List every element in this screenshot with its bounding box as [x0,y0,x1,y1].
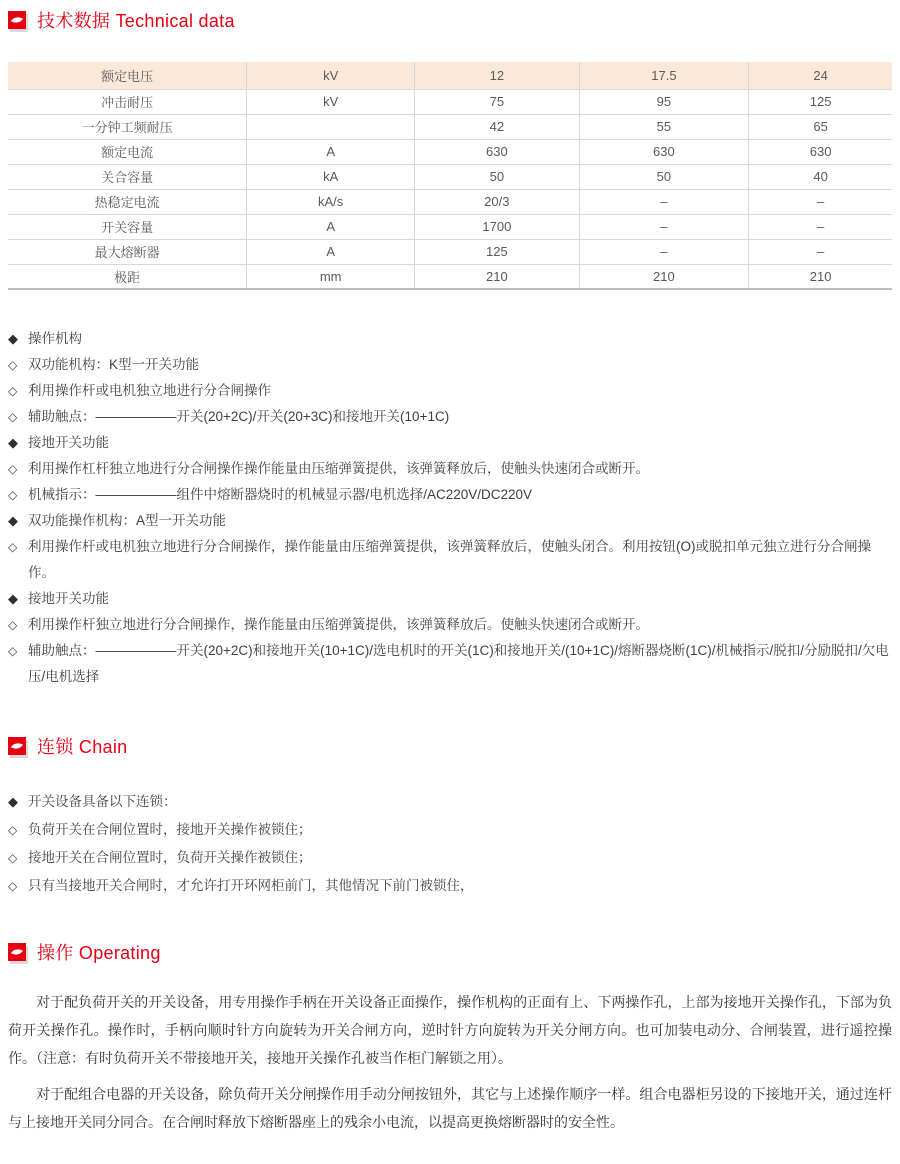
table-row [8,164,892,189]
bullet-item [8,816,892,844]
brand-swirl-icon [8,11,26,29]
bullet-item [8,508,892,534]
table-row [8,89,892,114]
bullet-item [8,534,892,586]
hollow-diamond-marker: ◇ [8,540,18,554]
bullet-item [8,844,892,872]
table-cell: 冲击耐压 [8,89,247,114]
bullet-item [8,638,892,690]
hollow-diamond-marker: ◇ [8,384,18,398]
hollow-diamond-marker: ◇ [8,410,18,424]
table-cell: kV [247,62,415,89]
table-cell: 额定电流 [8,139,247,164]
operating-paragraph: 对于配负荷开关的开关设备，用专用操作手柄在开关设备正面操作，操作机构的正面有上、下两操作孔，上部为接地开关操作孔，下部为负荷开关操作孔。操作时，手柄向顺时针方向旋转为开关合闸方向，逆时针方向旋转为开关分闸方向。也可加装电动分、合闸装置，进行遥控操作。（注意：有时负荷开关不带接地开关，接地开关操作孔被当作柜门解锁之用）。 [8,994,892,1066]
bullet-text: 接地开关功能 [28,591,109,606]
chain-interlock-bullet-list [8,788,892,900]
bullet-item [8,456,892,482]
table-cell: – [579,214,749,239]
bullet-item [8,586,892,612]
bullet-item [8,404,892,430]
table-row [8,114,892,139]
table-cell: – [749,239,892,264]
section-header-operating [8,940,892,964]
hollow-diamond-marker: ◇ [8,488,18,502]
table-cell [247,114,415,139]
table-cell: 630 [749,139,892,164]
table-header-row [8,62,892,89]
table-cell: A [247,239,415,264]
bullet-text: 利用操作杆独立地进行分合闸操作，操作能量由压缩弹簧提供，该弹簧释放后。使触头快速闭合或断开。 [28,617,649,632]
table-cell: 1700 [415,214,579,239]
bullet-item [8,788,892,816]
bullet-item [8,352,892,378]
bullet-text: 只有当接地开关合闸时，才允许打开环网柜前门，其他情况下前门被锁住， [28,878,474,893]
operating-mechanism-bullet-list [8,326,892,690]
table-cell: 55 [579,114,749,139]
bullet-text: 开关设备具备以下连锁： [28,794,177,809]
bullet-text: 操作机构 [28,331,82,346]
table-cell: 50 [579,164,749,189]
table-cell: – [579,189,749,214]
table-cell: 210 [749,264,892,289]
bullet-text: 双功能操作机构：A型一开关功能 [28,513,227,528]
section-header-technical [8,8,892,32]
bullet-text: 辅助触点：——————开关(20+2C)/开关(20+3C)和接地开关(10+1C) [28,409,450,424]
bullet-item [8,612,892,638]
table-cell: – [749,189,892,214]
table-cell: 关合容量 [8,164,247,189]
brand-swirl-icon [8,943,26,961]
hollow-diamond-marker: ◇ [8,851,18,865]
table-cell: 630 [415,139,579,164]
table-row [8,214,892,239]
table-cell: – [749,214,892,239]
operating-paragraphs [8,988,892,1136]
table-cell: 630 [579,139,749,164]
table-cell: 125 [749,89,892,114]
table-cell: 17.5 [579,62,749,89]
table-cell: kV [247,89,415,114]
table-cell: 95 [579,89,749,114]
hollow-diamond-marker: ◇ [8,462,18,476]
table-cell: mm [247,264,415,289]
section-title-operating: 操作 Operating [37,943,161,963]
bullet-text: 利用操作杆或电机独立地进行分合闸操作，操作能量由压缩弹簧提供，该弹簧释放后，使触头闭合。利用按钮(O)或脱扣单元独立进行分合闸操作。 [28,539,871,580]
section-title-chain: 连锁 Chain [37,737,128,757]
table-cell: 210 [579,264,749,289]
table-cell: 热稳定电流 [8,189,247,214]
section-header-chain [8,734,892,758]
table-row [8,239,892,264]
bullet-item [8,430,892,456]
table-cell: 一分钟工频耐压 [8,114,247,139]
table-row [8,189,892,214]
table-cell: A [247,214,415,239]
table-cell: 40 [749,164,892,189]
filled-diamond-marker: ◆ [8,331,18,346]
bullet-text: 接地开关功能 [28,435,109,450]
table-cell: 75 [415,89,579,114]
bullet-text: 利用操作杆或电机独立地进行分合闸操作 [28,383,271,398]
bullet-item [8,378,892,404]
technical-data-table [8,62,892,290]
table-cell: A [247,139,415,164]
table-cell: 65 [749,114,892,139]
table-cell: kA/s [247,189,415,214]
hollow-diamond-marker: ◇ [8,823,18,837]
bullet-item [8,482,892,508]
table-cell: 42 [415,114,579,139]
table-cell: kA [247,164,415,189]
bullet-item [8,872,892,900]
hollow-diamond-marker: ◇ [8,618,18,632]
filled-diamond-marker: ◆ [8,435,18,450]
brand-swirl-icon [8,737,26,755]
hollow-diamond-marker: ◇ [8,358,18,372]
filled-diamond-marker: ◆ [8,513,18,528]
table-cell: 20/3 [415,189,579,214]
hollow-diamond-marker: ◇ [8,644,18,658]
operating-paragraph: 对于配组合电器的开关设备，除负荷开关分闸操作用手动分闸按钮外，其它与上述操作顺序一样。组合电器柜另设的下接地开关，通过连杆与上接地开关同分同合。在合闸时释放下熔断器座上的残余小电流，以提高更换熔断器时的安全性。 [8,1086,892,1130]
bullet-item [8,326,892,352]
table-cell: 极距 [8,264,247,289]
table-row [8,264,892,289]
table-cell: 额定电压 [8,62,247,89]
section-title-technical: 技术数据 Technical data [37,11,235,31]
table-cell: 125 [415,239,579,264]
bullet-text: 双功能机构：K型一开关功能 [28,357,200,372]
table-cell: 最大熔断器 [8,239,247,264]
filled-diamond-marker: ◆ [8,591,18,606]
filled-diamond-marker: ◆ [8,794,18,809]
bullet-text: 利用操作杠杆独立地进行分合闸操作操作能量由压缩弹簧提供，该弹簧释放后，使触头快速闭合或断开。 [28,461,649,476]
table-cell: – [579,239,749,264]
bullet-text: 机械指示：——————组件中熔断器烧时的机械显示器/电机选择/AC220V/DC220V [28,487,533,502]
bullet-text: 负荷开关在合闸位置时，接地开关操作被锁住； [28,822,312,837]
bullet-text: 辅助触点：——————开关(20+2C)和接地开关(10+1C)/选电机时的开关(1C)和接地开关/(10+1C)/熔断器烧断(1C)/机械指示/脱扣/分励脱扣/欠电压/电机选择 [28,643,889,684]
table-cell: 210 [415,264,579,289]
table-cell: 12 [415,62,579,89]
table-cell: 24 [749,62,892,89]
table-cell: 50 [415,164,579,189]
table-row [8,139,892,164]
bullet-text: 接地开关在合闸位置时，负荷开关操作被锁住； [28,850,312,865]
table-cell: 开关容量 [8,214,247,239]
hollow-diamond-marker: ◇ [8,879,18,893]
